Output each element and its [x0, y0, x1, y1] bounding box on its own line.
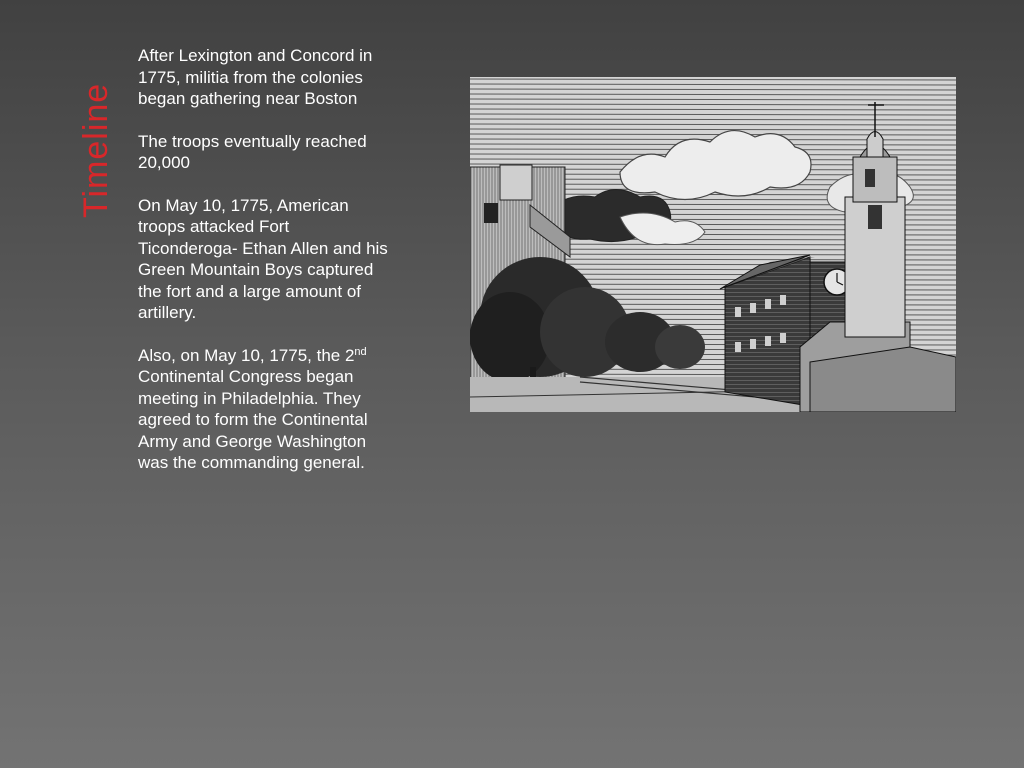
ordinal-superscript: nd	[354, 345, 367, 358]
title-container	[76, 38, 116, 218]
slide-title: Timeline	[77, 82, 115, 218]
paragraph-ticonderoga: On May 10, 1775, American troops attacked Fort Ticonderoga- Ethan Allen and his Green Mountain Boys captured the fort and a large amount of artillery.	[138, 195, 388, 322]
congress-text-start: Also, on May 10, 1775, the 2	[138, 345, 355, 365]
engraving-picture	[470, 77, 956, 412]
paragraph-congress	[138, 345, 390, 474]
independence-hall-engraving	[470, 77, 956, 412]
paragraph-troops: The troops eventually reached 20,000	[138, 131, 367, 172]
congress-text-end: Continental Congress began meeting in Philadelphia. They agreed to form the Continental Army and George Washington was the commanding general.	[138, 367, 368, 472]
paragraph-militia: After Lexington and Concord in 1775, militia from the colonies began gathering near Boston	[138, 46, 373, 108]
slide-body	[138, 45, 390, 495]
